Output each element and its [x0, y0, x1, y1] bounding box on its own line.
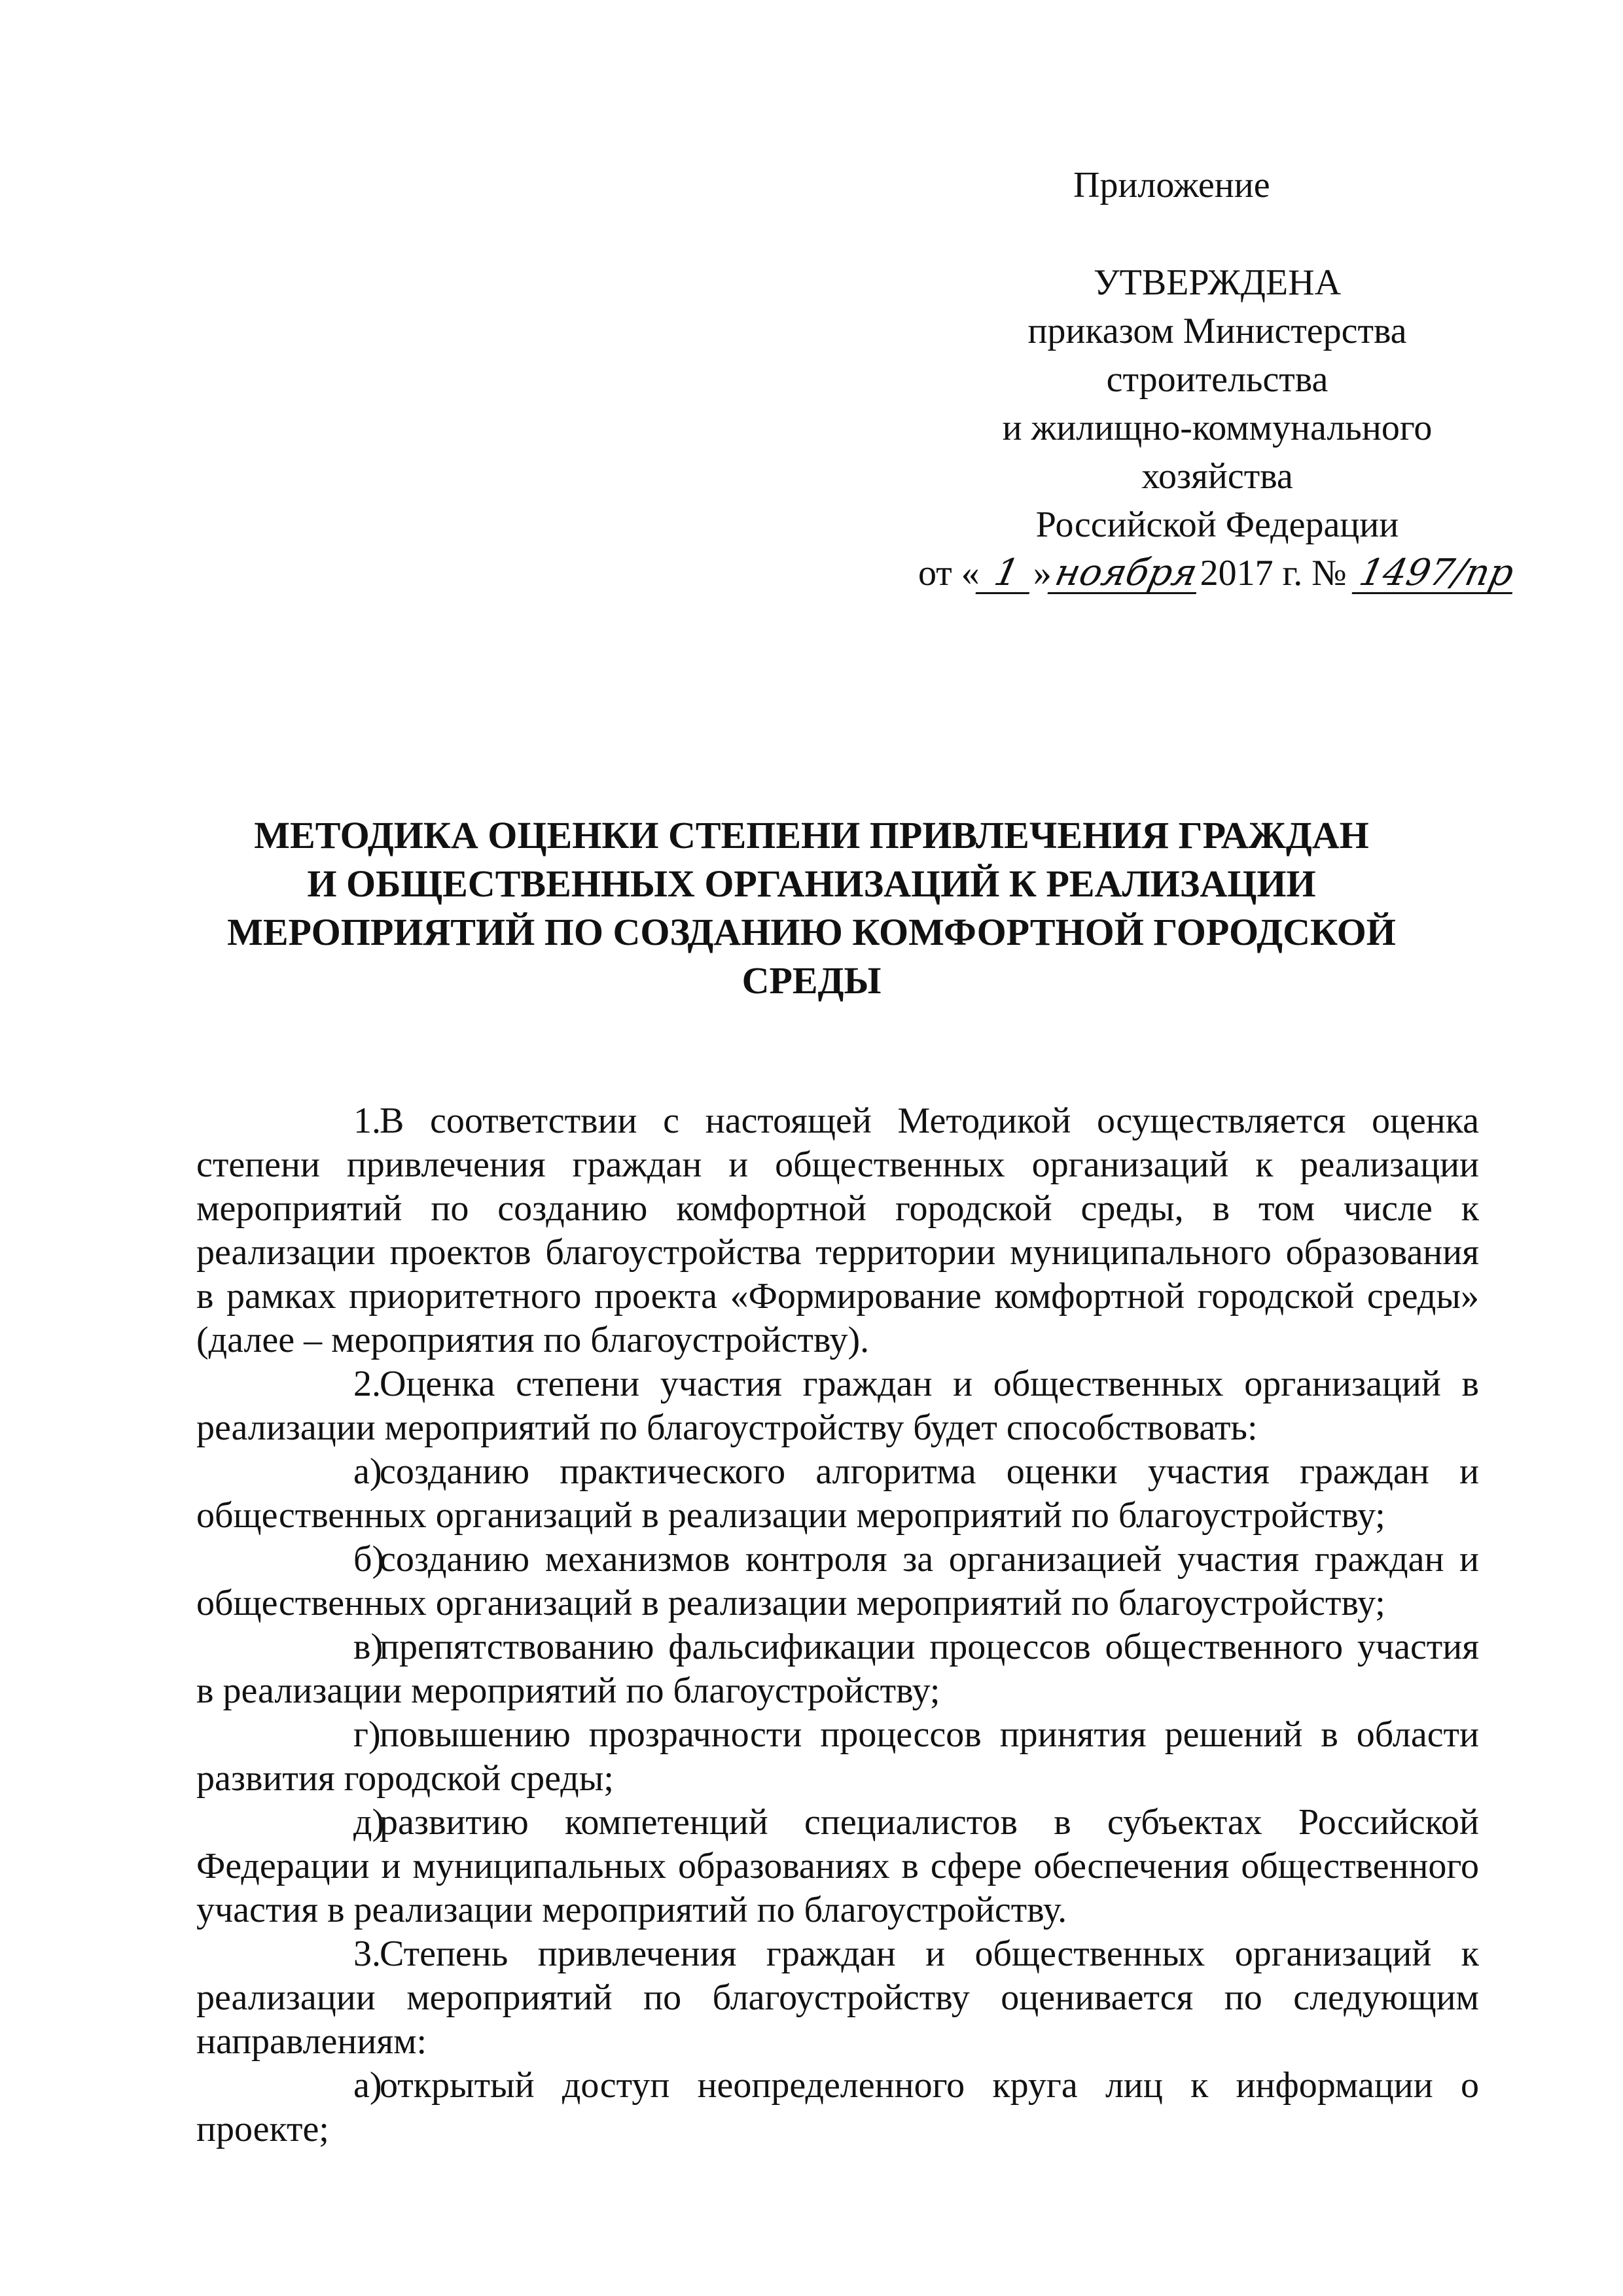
order-line: хозяйства	[1141, 456, 1293, 497]
title-line: И ОБЩЕСТВЕННЫХ ОРГАНИЗАЦИЙ К РЕАЛИЗАЦИИ	[307, 862, 1316, 905]
list-item	[196, 1713, 1479, 1801]
list-marker: в)	[353, 1627, 383, 1667]
paragraph-marker: 2.	[353, 1364, 381, 1404]
handwritten-order-number: 1497/пр	[1351, 554, 1520, 594]
order-date-line	[890, 549, 1544, 597]
date-mid: »	[1033, 553, 1052, 593]
appendix-label: Приложение	[1073, 165, 1270, 205]
order-line: и жилищно-коммунального	[1002, 408, 1433, 448]
list-marker: а)	[353, 1451, 382, 1492]
list-marker: г)	[353, 1714, 381, 1755]
title-line: СРЕДЫ	[741, 959, 882, 1002]
list-item	[196, 1538, 1479, 1625]
handwritten-month: ноября	[1047, 554, 1204, 594]
approval-stamp	[890, 258, 1544, 597]
date-prefix: от «	[918, 553, 980, 593]
list-marker: б)	[353, 1539, 385, 1580]
list-item	[196, 2064, 1479, 2151]
approved-label: УТВЕРЖДЕНА	[1093, 262, 1342, 303]
order-line: Российской Федерации	[1035, 504, 1399, 545]
list-text: открытый доступ неопределенного круга лиц к информации о проекте;	[196, 2065, 1479, 2149]
document-title	[196, 811, 1427, 1005]
list-text: созданию практического алгоритма оценки участия граждан и общественных организаций в реализации мероприятий по благоустройству;	[196, 1451, 1479, 1536]
title-line: МЕТОДИКА ОЦЕНКИ СТЕПЕНИ ПРИВЛЕЧЕНИЯ ГРАЖДАН	[254, 814, 1369, 857]
list-text: созданию механизмов контроля за организацией участия граждан и общественных организаций в реализации мероприятий по благоустройству;	[196, 1539, 1479, 1623]
list-text: препятствованию фальсификации процессов общественного участия в реализации мероприятий по благоустройству;	[196, 1627, 1479, 1711]
document-body	[196, 1099, 1479, 2151]
list-item	[196, 1801, 1479, 1932]
paragraph-text: Степень привлечения граждан и общественных организаций к реализации мероприятий по благоустройству оценивается по следующим направлениям:	[196, 1934, 1479, 2062]
list-item	[196, 1450, 1479, 1538]
paragraph	[196, 1099, 1479, 1362]
list-marker: д)	[353, 1802, 385, 1843]
title-line: МЕРОПРИЯТИЙ ПО СОЗДАНИЮ КОМФОРТНОЙ ГОРОДСКОЙ	[227, 911, 1396, 953]
paragraph-marker: 3.	[353, 1934, 381, 1974]
list-marker: а)	[353, 2065, 382, 2106]
list-text: повышению прозрачности процессов принятия решений в области развития городской среды;	[196, 1714, 1479, 1799]
handwritten-day: 1	[975, 554, 1037, 594]
list-text: развитию компетенций специалистов в субъектах Российской Федерации и муниципальных образованиях в сфере обеспечения общественного участия в реализации мероприятий по благоустройству.	[196, 1802, 1479, 1930]
paragraph	[196, 1362, 1479, 1450]
paragraph-marker: 1.	[353, 1101, 381, 1141]
order-line: строительства	[1106, 359, 1329, 400]
paragraph-text: В соответствии с настоящей Методикой осуществляется оценка степени привлечения граждан и общественных организаций к реализации мероприятий по созданию комфортной городской среды, в том числе к реализации проектов благоустройства территории муниципального образования в рамках приоритетного проекта «Формирование комфортной городской среды» (далее – мероприятия по благоустройству).	[196, 1101, 1479, 1360]
date-year: 2017 г. №	[1200, 553, 1347, 593]
list-item	[196, 1625, 1479, 1713]
order-line: приказом Министерства	[1027, 311, 1407, 351]
paragraph	[196, 1932, 1479, 2064]
paragraph-text: Оценка степени участия граждан и общественных организаций в реализации мероприятий по благоустройству будет способствовать:	[196, 1364, 1479, 1448]
